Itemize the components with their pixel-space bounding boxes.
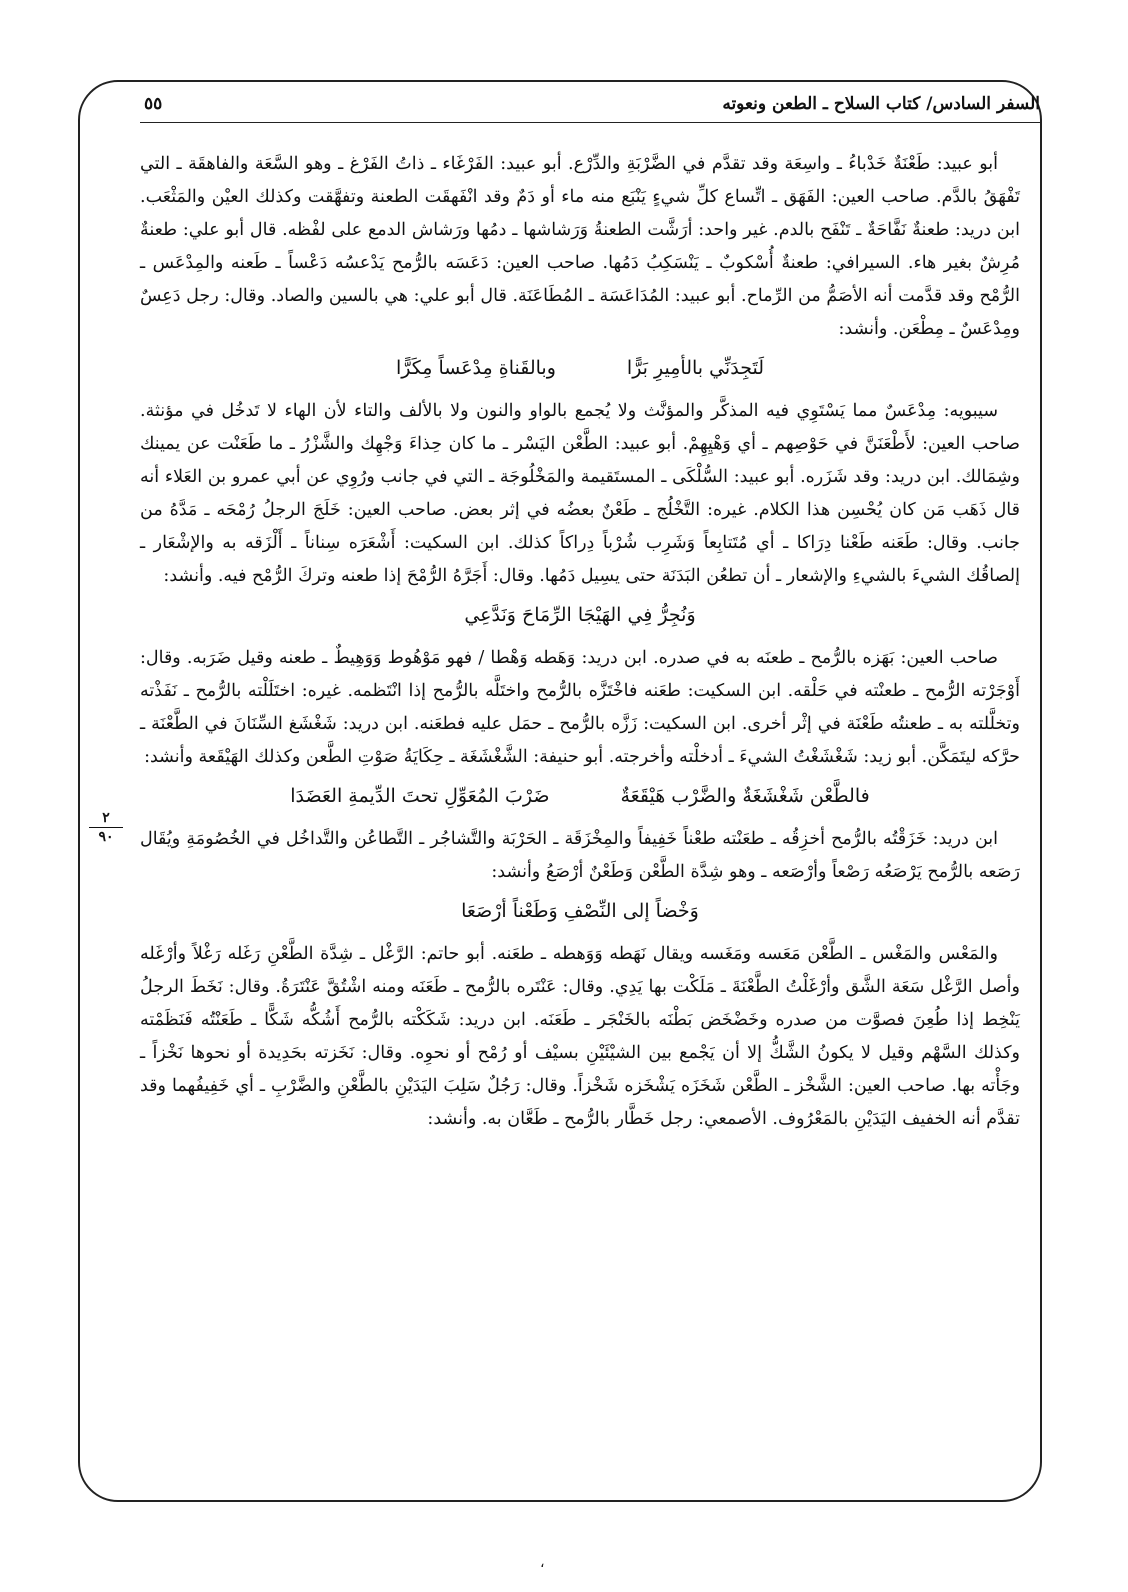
margin-ref-bottom: ٩٠	[98, 829, 114, 845]
page-header	[140, 92, 1040, 123]
page-number: ٥٥	[144, 94, 163, 114]
footer-mark: ،	[540, 1555, 545, 1571]
verse-1	[140, 352, 1020, 385]
verse-3-hemistich-1: فالطَّعْن شَغْشَغَةٌ والضَّرْب هَيْقَعَةٌ	[620, 785, 870, 807]
margin-ref-top: ٢	[102, 810, 110, 826]
verse-2-hemistich-1: وَنُجِرُّ فِي الهَيْجَا الرِّمَاحَ وَنَدَّعِي	[464, 604, 696, 626]
paragraph-4: ابن دريد: خَزَقْتُه بالرُّمح أخزِقُه ـ طعَنْته طعْناً خَفِيفاً والمِخْزَقَة ـ الحَرْبَة والتَّشاجُر ـ التَّطاعُن والتَّداخُل في الخُصُومَةِ ويُقَال رَصَعه بالرُّمح يَرْصَعُه رَصْعاً وأرْصَعه ـ وهو شِدَّة الطَّعْن وَطَعْنٌ أرْصَعُ وأنشد:	[140, 829, 1020, 882]
verse-3	[140, 780, 1020, 813]
page-body	[140, 148, 1020, 1140]
verse-4-hemistich-1: وَخْضاً إلى النِّصْفِ وَطَعْناً أرْصَعَا	[461, 900, 699, 922]
paragraph-2: سيبويه: مِدْعَسٌ مما يَسْتَوِي فيه المذكَّر والمؤنَّث ولا يُجمع بالواو والنون ولا بالألف والتاء لأن الهاء لا تَدخُل في مؤنثة. صاحب العين: لأَطْعَنَنَّ في حَوْصِهم ـ أي وَهْيِهِمْ. أبو عبيد: الطَّعْن اليَسْر ـ ما كان حِذاءَ وَجْهِك والشَّزْرُ ـ ما طَعَنْت عن يمينك وشِمَالك. ابن دريد: وقد شَزَره. أبو عبيد: السُّلْكَى ـ المستَقيمة والمَخْلُوجَة ـ التي في جانب ورُوِي عن أبي عمرو بن العَلاء أنه قال ذَهَب مَن كان يُحْسِن هذا الكلام. غيره: التَّخْلُج ـ طَعْنٌ بعضُه في إثر بعض. صاحب العين: خَلَجَ الرجلُ رُمْحَه ـ مَدَّهُ من جانب. وقال: طَعَنه طَعْنا دِرَاكا ـ أي مُتَتابِعاً وَشَرِب شُرْباً دِراكاً كذلك. ابن السكيت: أَشْعَرَه سِناناً ـ أَلْزَقه به والإشْعَار ـ إلصاقُك الشيءَ بالشيءِ والإشعار ـ أن تطعُن البَدَنَة حتى يسِيل دَمُها. وقال: أَجَرَّهُ الرُّمْحَ إذا طعنه وتركَ الرُّمْح فيه. وأنشد:	[140, 401, 1020, 586]
paragraph-3: صاحب العين: بَهَزه بالرُّمح ـ طعنَه به في صدره. ابن دريد: وَهَطه وَهْطا / فهو مَوْهُوط وَوَهِيطٌ ـ طعنه وقيل ضَرَبه. وقال: أَوْجَرْته الرُّمح ـ طعنْته في حَلْقه. ابن السكيت: طعَنه فاخْتَزَّه بالرُّمح واختَلَّه بالرُّمح إذا انْتَظمه. غيره: اختَلَلْته بالرُّمح ـ نَفَذْته وتخلَّلته به ـ طعنتُه طَعْنَة في إثْر أخرى. ابن السكيت: زَزَّه بالرُّمح ـ حمَل عليه فطعَنه. ابن دريد: شَغْشَغ السِّنَانَ في الطَّعْنَة ـ حرَّكه ليتَمَكَّن. أبو زيد: شَغْشَغْتُ الشيءَ ـ أدخلْته وأخرجته. أبو حنيفة: الشَّغْشَغَة ـ حِكَايَةُ صَوْتِ الطَّعن وكذلك الهَيْقَعة وأنشد:	[140, 648, 1020, 767]
margin-reference	[84, 810, 128, 845]
verse-1-hemistich-1: لَتَجِدَنِّي بالأمِيرِ بَرًّا	[626, 357, 764, 379]
verse-3-hemistich-2: ضَرْبَ المُعَوِّلِ تحتَ الدِّيمةِ العَضَدَا	[290, 785, 550, 807]
paragraph-5: والمَعْس والمَغْس ـ الطَّعْن مَعَسه ومَغَسه ويقال نَهَطه وَوَهطه ـ طعَنه. أبو حاتم: الرَّغْل ـ شِدَّة الطَّعْنِ رَغَله رَغْلاً وأرْغَله وأصل الرَّغْل سَعَة الشَّق وأرْغَلْتُ الطَّعْنَةَ ـ مَلَكْت بها يَدِي. وقال: عَنْتَره بالرُّمح ـ طَعَنَه ومنه اشْتُقَّ عَنْتَرَةُ. وقال: نَخَطَ الرجلُ يَنْخِط إذا طُعِنَ فصوَّت من صدره وخَضْخَض بَطْنَه بالخَنْجَر ـ طَعَنَه. ابن دريد: شَكَكْته بالرُّمح أَشُكُّه شَكًّا ـ طَعَنْتُه فَنَظَمْته وكذلك السَّهْم وقيل لا يكونُ الشَّكُّ إلا أن يَجْمع بين الشيْئَيْنِ بسيْف أو رُمْح أو نحوِه. وقال: نَخَزته بحَدِيدة أو نحوها نَخْزاً ـ وجَأْته بها. صاحب العين: الشَّخْز ـ الطَّعْن شَخَزَه يَشْخَزه شَخْزاً. وقال: رَجُلٌ سَلِبَ اليَدَيْنِ بالطَّعْنِ والضَّرْبِ ـ أي خَفِيفُهما وقد تقدَّم أنه الخفيف اليَدَيْنِ بالمَعْرُوف. الأصمعي: رجل خَطَّار بالرُّمح ـ طَعَّان به. وأنشد:	[140, 944, 1020, 1129]
verse-2	[140, 599, 1020, 632]
margin-ref-divider	[89, 827, 123, 828]
verse-4	[140, 895, 1020, 928]
paragraph-1: أبو عبيد: طَعْنَةٌ خَدْباءُ ـ واسِعَة وقد تقدَّم في الضَّرْبَةِ والدِّرْع. أبو عبيد: الفَرْغَاء ـ ذاتُ الفَرْغ ـ وهو السَّعَة والفاهقَة ـ التي تَفْهَقُ بالدَّم. صاحب العين: الفَهَق ـ اتِّساع كلِّ شيءٍ يَنْبَع منه ماء أو دَمٌ وقد انْفَهقَت الطعنة وتفهَّقت وكذلك العيْن والمَثْعَب. ابن دريد: طعنةٌ نَفَّاحَةٌ ـ تَنْفَح بالدم. غير واحد: أرَشَّت الطعنةُ وَرَشاشها ـ دمُها ورَشاش الدمع على لفْظه. قال أبو علي: طعنةٌ مُرِشٌ بغير هاء. السيرافي: طعنةٌ أُسْكوبٌ ـ يَنْسَكِبُ دَمُها. صاحب العين: دَعَسَه بالرُّمح يَدْعسُه دَعْساً ـ طَعنه والمِدْعَس ـ الرُّمْح وقد قدَّمت أنه الأصَمُّ من الرِّماح. أبو عبيد: المُدَاعَسَة ـ المُطَاعَنَة. قال أبو علي: هي بالسين والصاد. وقال: رجل دَعِسٌ ومِدْعَسٌ ـ مِطْعَن. وأنشد:	[140, 154, 1020, 339]
verse-1-hemistich-2: وبالقَناةِ مِدْعَساً مِكَرًّا	[396, 357, 556, 379]
running-title: السفر السادس/ كتاب السلاح ـ الطعن ونعوته	[722, 94, 1040, 114]
